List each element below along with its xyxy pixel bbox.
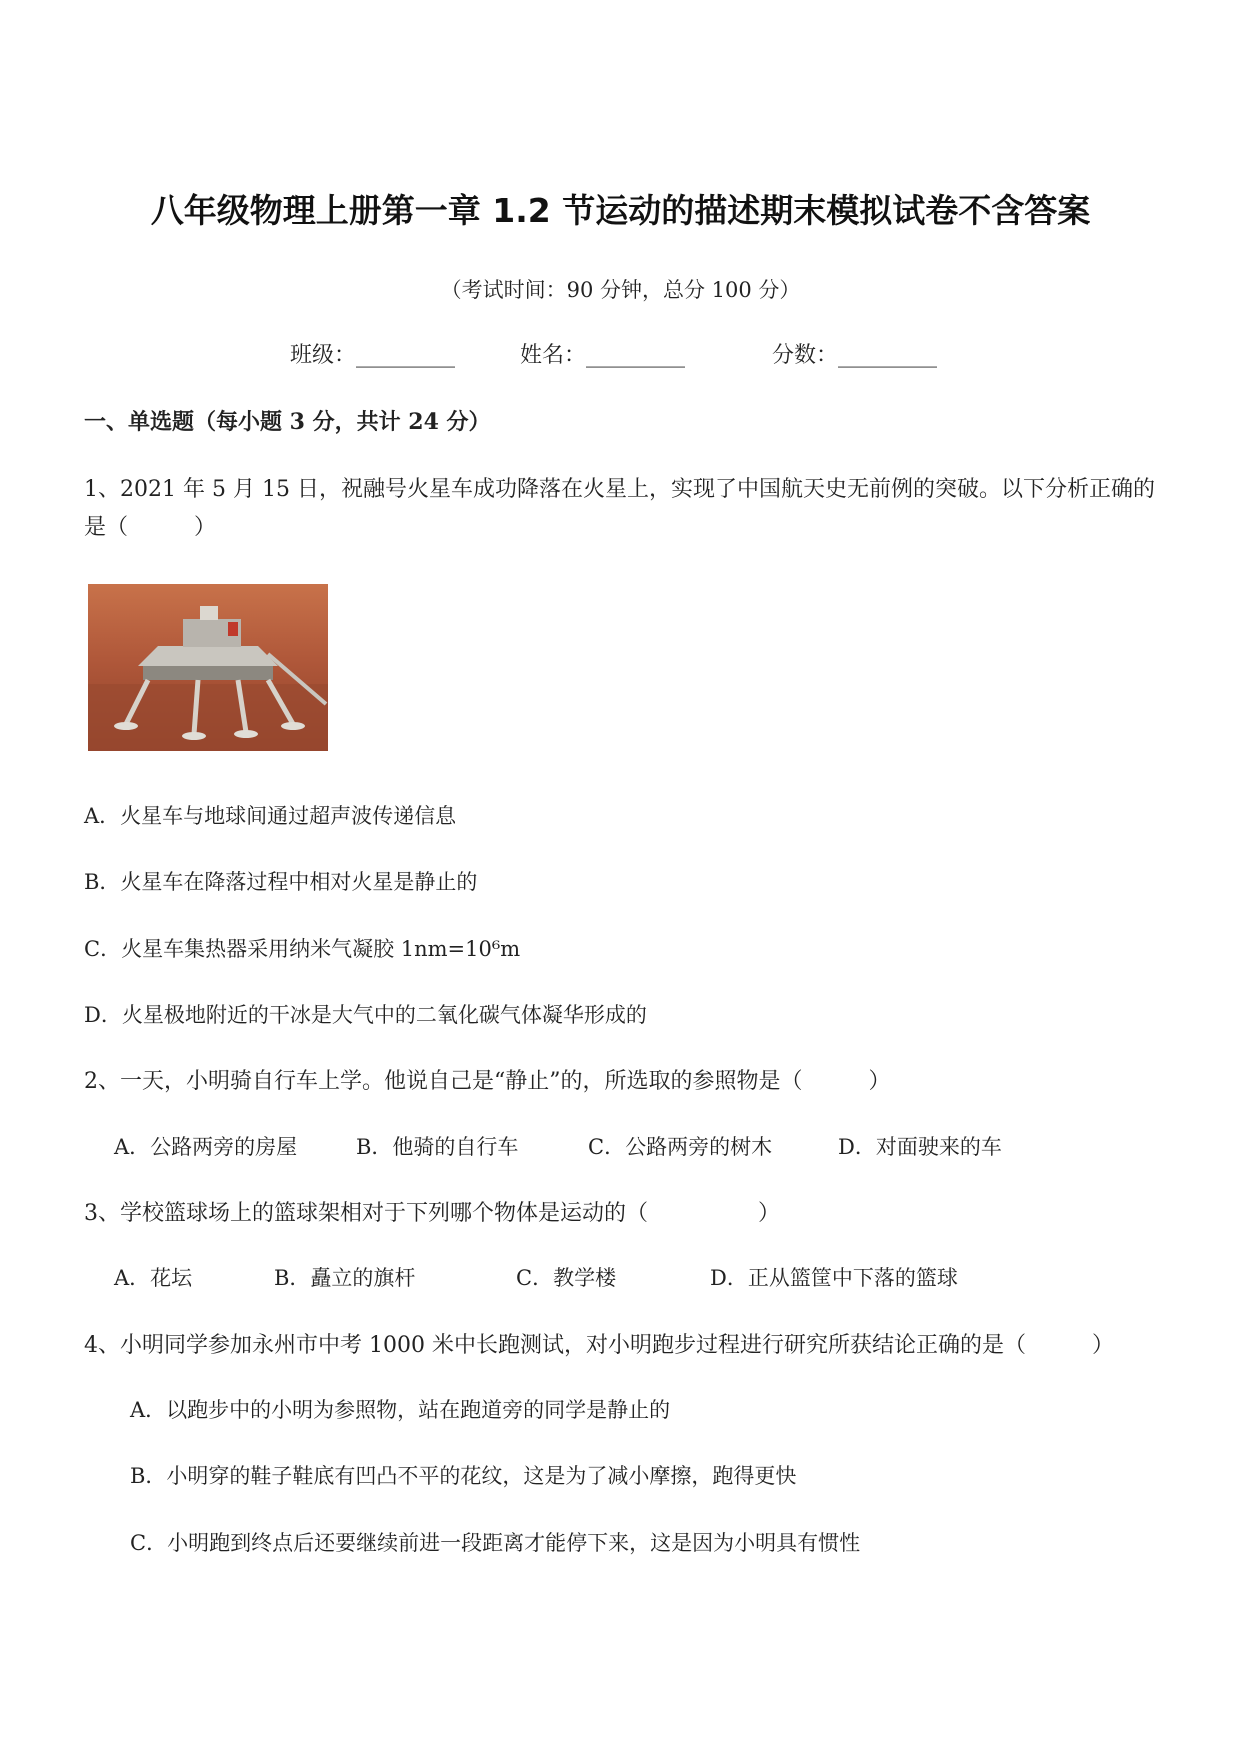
question-1-option-b[interactable]: B．火星车在降落过程中相对火星是静止的 [84, 870, 478, 894]
class-blank[interactable]: _________ [356, 343, 456, 368]
question-1-option-d[interactable]: D．火星极地附近的干冰是大气中的二氧化碳气体凝华形成的 [84, 1003, 647, 1027]
question-3-option-d[interactable]: D．正从篮筐中下落的篮球 [710, 1266, 958, 1290]
page-title: 八年级物理上册第一章 1.2 节运动的描述期末模拟试卷不含答案 [150, 191, 1091, 230]
mars-rover-photo [88, 584, 328, 751]
question-1-stem-line2: 是（ ） [84, 515, 217, 540]
score-field [772, 338, 937, 369]
question-2-option-a[interactable]: A．公路两旁的房屋 [114, 1135, 298, 1159]
question-4-option-c[interactable]: C．小明跑到终点后还要继续前进一段距离才能停下来，这是因为小明具有惯性 [130, 1531, 861, 1555]
question-4-stem: 4、小明同学参加永州市中考 1000 米中长跑测试，对小明跑步过程进行研究所获结论正确的是（ ） [84, 1333, 1114, 1358]
question-3-stem: 3、学校篮球场上的篮球架相对于下列哪个物体是运动的（ ） [84, 1201, 780, 1226]
question-2-option-c[interactable]: C．公路两旁的树木 [588, 1135, 773, 1159]
question-2-stem: 2、一天，小明骑自行车上学。他说自己是“静止”的，所选取的参照物是（ ） [84, 1069, 891, 1094]
question-1-option-c[interactable]: C．火星车集热器采用纳米气凝胶 1nm=10⁶m [84, 937, 521, 961]
name-blank[interactable]: _________ [586, 343, 686, 368]
question-1-option-a[interactable]: A．火星车与地球间通过超声波传递信息 [84, 804, 457, 828]
question-2-option-b[interactable]: B．他骑的自行车 [356, 1135, 519, 1159]
class-label: 班级： [290, 343, 357, 368]
section-title: 一、单选题（每小题 3 分，共计 24 分） [84, 409, 491, 435]
exam-info: （考试时间：90 分钟，总分 100 分） [440, 278, 801, 302]
class-field [290, 338, 455, 369]
name-label: 姓名： [520, 343, 587, 368]
score-blank[interactable]: _________ [838, 343, 938, 368]
question-3-option-b[interactable]: B．矗立的旗杆 [274, 1266, 416, 1290]
name-field [520, 338, 685, 369]
question-3-option-a[interactable]: A．花坛 [114, 1266, 193, 1290]
question-4-option-b[interactable]: B．小明穿的鞋子鞋底有凹凸不平的花纹，这是为了减小摩擦，跑得更快 [130, 1464, 797, 1488]
question-2-option-d[interactable]: D．对面驶来的车 [838, 1135, 1002, 1159]
question-4-option-a[interactable]: A．以跑步中的小明为参照物，站在跑道旁的同学是静止的 [130, 1398, 671, 1422]
question-3-option-c[interactable]: C．教学楼 [516, 1266, 617, 1290]
question-1-stem-line1: 1、2021 年 5 月 15 日，祝融号火星车成功降落在火星上，实现了中国航天史无前例的突破。以下分析正确的 [84, 477, 1155, 502]
score-label: 分数： [772, 343, 839, 368]
